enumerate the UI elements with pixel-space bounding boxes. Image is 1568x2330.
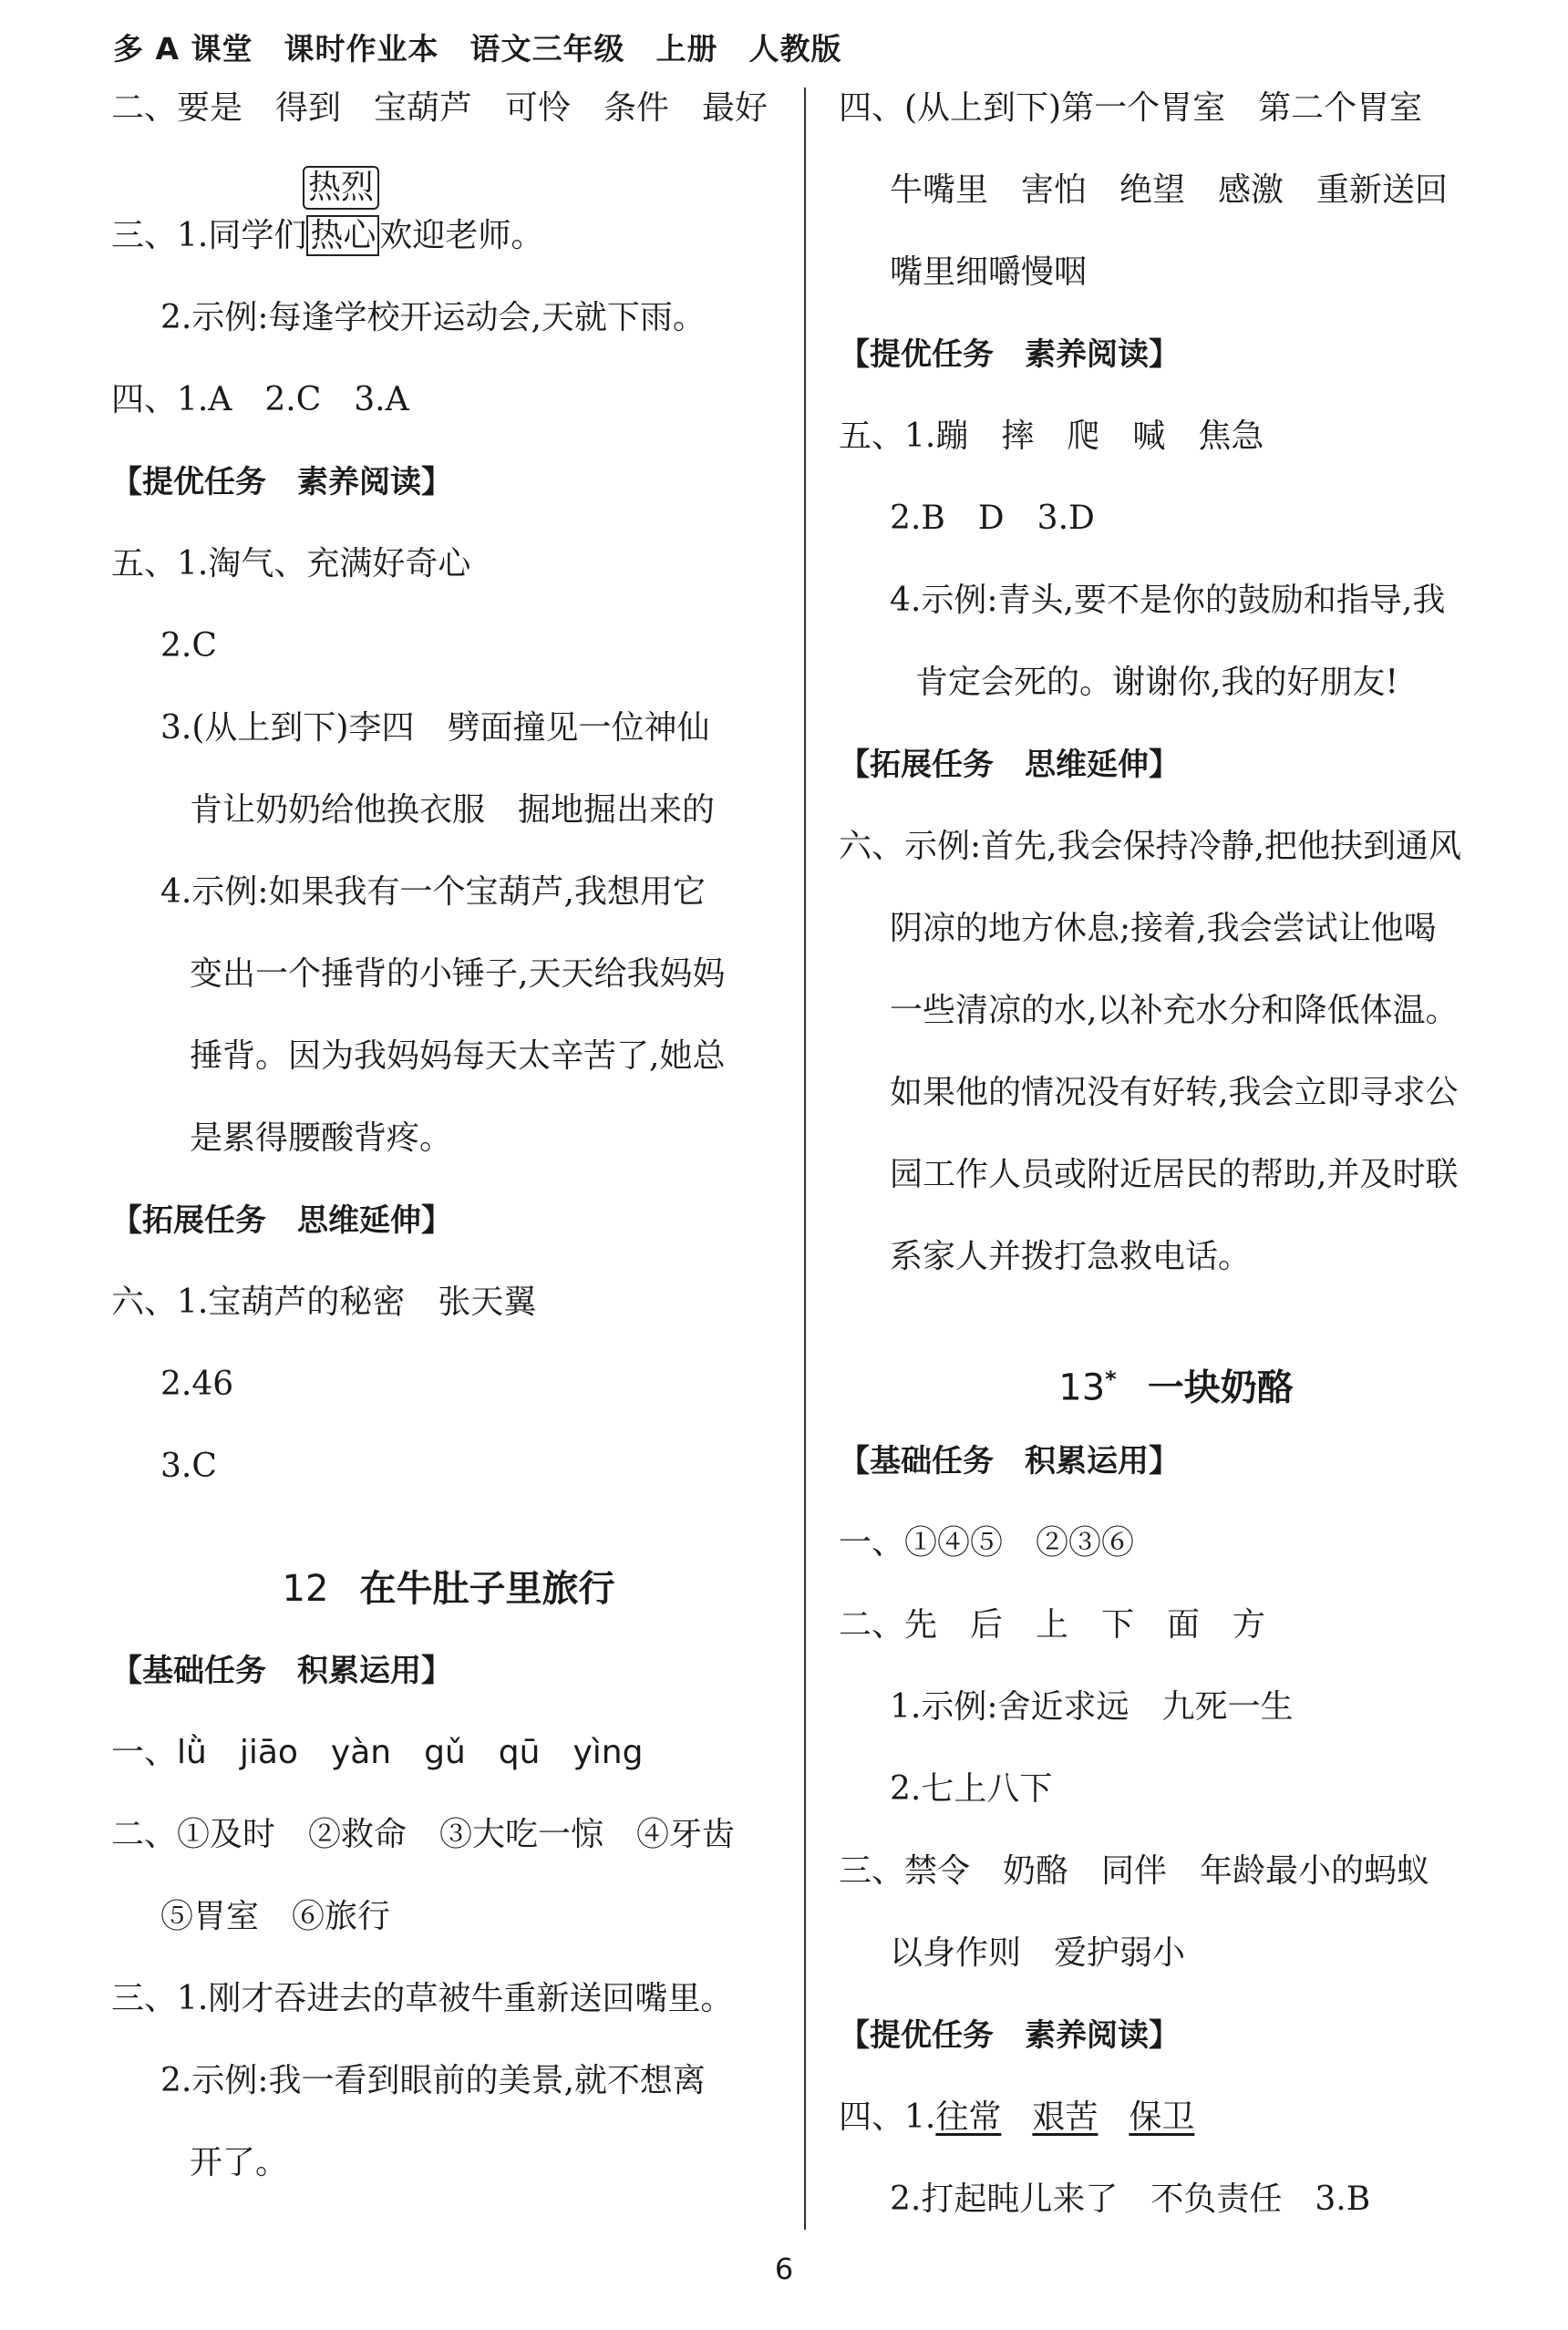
- section-heading: 【基础任务 积累运用】: [839, 1443, 1180, 1479]
- answer-line: 2.示例:我一看到眼前的美景,就不想离: [160, 2062, 706, 2099]
- answer-line: 系家人并拨打急救电话。: [890, 1238, 1252, 1275]
- answer-line: 3.C: [160, 1448, 217, 1485]
- section-heading: 【提优任务 素养阅读】: [839, 2017, 1180, 2054]
- column-divider: [804, 88, 806, 2230]
- answer-line: 一、①④⑤ ②③⑥: [839, 1524, 1135, 1562]
- answer-line: 二、①及时 ②救命 ③大吃一惊 ④牙齿: [111, 1816, 736, 1853]
- answer-line: 四、1.往常 艰苦 保卫: [839, 2098, 1195, 2136]
- answer-line: 以身作则 爱护弱小: [890, 1934, 1186, 1972]
- answer-line: 2.46: [160, 1366, 234, 1403]
- answer-line: 四、1.A 2.C 3.A: [111, 381, 409, 418]
- answer-line: 2.示例:每逢学校开运动会,天就下雨。: [160, 299, 706, 336]
- section-heading: 【拓展任务 思维延伸】: [839, 747, 1180, 783]
- section-heading: 【提优任务 素养阅读】: [839, 336, 1180, 373]
- answer-line: 捶背。因为我妈妈每天太辛苦了,她总: [190, 1037, 726, 1075]
- pinyin-answers: lǜ jiāo yàn gǔ qū yìng: [177, 1734, 644, 1771]
- left-column: [111, 80, 786, 2217]
- answer-line: 肯定会死的。谢谢你,我的好朋友!: [915, 664, 1398, 701]
- answer-line: 2.七上八下: [890, 1770, 1053, 1808]
- lesson-title: 13* 一块奶酪: [1058, 1366, 1294, 1409]
- answer-line: 二、先 后 上 下 面 方: [839, 1606, 1266, 1644]
- answer-line: 三、禁令 奶酪 同伴 年龄最小的蚂蚁: [839, 1852, 1430, 1890]
- page-number: 6: [774, 2252, 794, 2286]
- answer-line: 肯让奶奶给他换衣服 掘地掘出来的: [190, 791, 716, 829]
- answer-line: 三、1.刚才吞进去的草被牛重新送回嘴里。: [111, 1980, 734, 2017]
- answer-line: 六、1.宝葫芦的秘密 张天翼: [111, 1284, 537, 1321]
- answer-line: 五、1.淘气、充满好奇心: [111, 545, 471, 582]
- answer-line: 一些清凉的水,以补充水分和降低体温。: [890, 992, 1459, 1029]
- answer-line: 四、(从上到下)第一个胃室 第二个胃室: [839, 89, 1423, 127]
- answer-line: 4.示例:如果我有一个宝葫芦,我想用它: [160, 873, 706, 911]
- right-column: [839, 80, 1513, 2253]
- answer-line: 嘴里细嚼慢咽: [890, 253, 1088, 291]
- answer-line: 二、要是 得到 宝葫芦 可怜 条件 最好: [111, 89, 769, 127]
- answer-line: 变出一个捶背的小锤子,天天给我妈妈: [190, 955, 726, 993]
- boxed-word: 热心: [306, 215, 379, 256]
- answer-line: 如果他的情况没有好转,我会立即寻求公: [890, 1074, 1459, 1111]
- answer-line: 阴凉的地方休息;接着,我会尝试让他喝: [890, 910, 1437, 947]
- section-heading: 【拓展任务 思维延伸】: [111, 1202, 452, 1239]
- answer-line: 园工作人员或附近居民的帮助,并及时联: [890, 1156, 1459, 1193]
- answer-line: 3.(从上到下)李四 劈面撞见一位神仙: [160, 709, 710, 747]
- answer-line: 是累得腰酸背疼。: [190, 1119, 453, 1157]
- answer-line: 2.B D 3.D: [890, 500, 1095, 537]
- underlined-word: 艰苦: [1032, 2098, 1099, 2136]
- answer-line: 4.示例:青头,要不是你的鼓励和指导,我: [890, 582, 1446, 619]
- answer-line: 牛嘴里 害怕 绝望 感激 重新送回: [890, 171, 1449, 209]
- answer-line: ⑤胃室 ⑥旅行: [160, 1898, 391, 1935]
- section-heading: 【提优任务 素养阅读】: [111, 464, 452, 500]
- page-header: 多 A 课堂 课时作业本 语文三年级 上册 人教版: [113, 31, 842, 67]
- answer-line: 2.C: [160, 627, 217, 665]
- handwritten-correction: 热烈: [303, 166, 379, 210]
- answer-line: 开了。: [190, 2144, 289, 2181]
- underlined-word: 往常: [935, 2098, 1002, 2136]
- answer-line: 一、lǜ jiāo yàn gǔ qū yìng: [111, 1734, 644, 1771]
- section-heading: 【基础任务 积累运用】: [111, 1653, 452, 1689]
- answer-line: 六、示例:首先,我会保持冷静,把他扶到通风: [839, 828, 1462, 865]
- answer-line: 2.打起盹儿来了 不负责任 3.B: [890, 2181, 1371, 2218]
- answer-line: 1.示例:舍近求远 九死一生: [890, 1688, 1294, 1726]
- answer-line: 五、1.蹦 摔 爬 喊 焦急: [839, 418, 1264, 455]
- underlined-word: 保卫: [1129, 2098, 1195, 2136]
- answer-line: 热烈 三、1.同学们 热心 欢迎老师。: [111, 208, 786, 290]
- lesson-title: 12 在牛肚子里旅行: [282, 1568, 615, 1610]
